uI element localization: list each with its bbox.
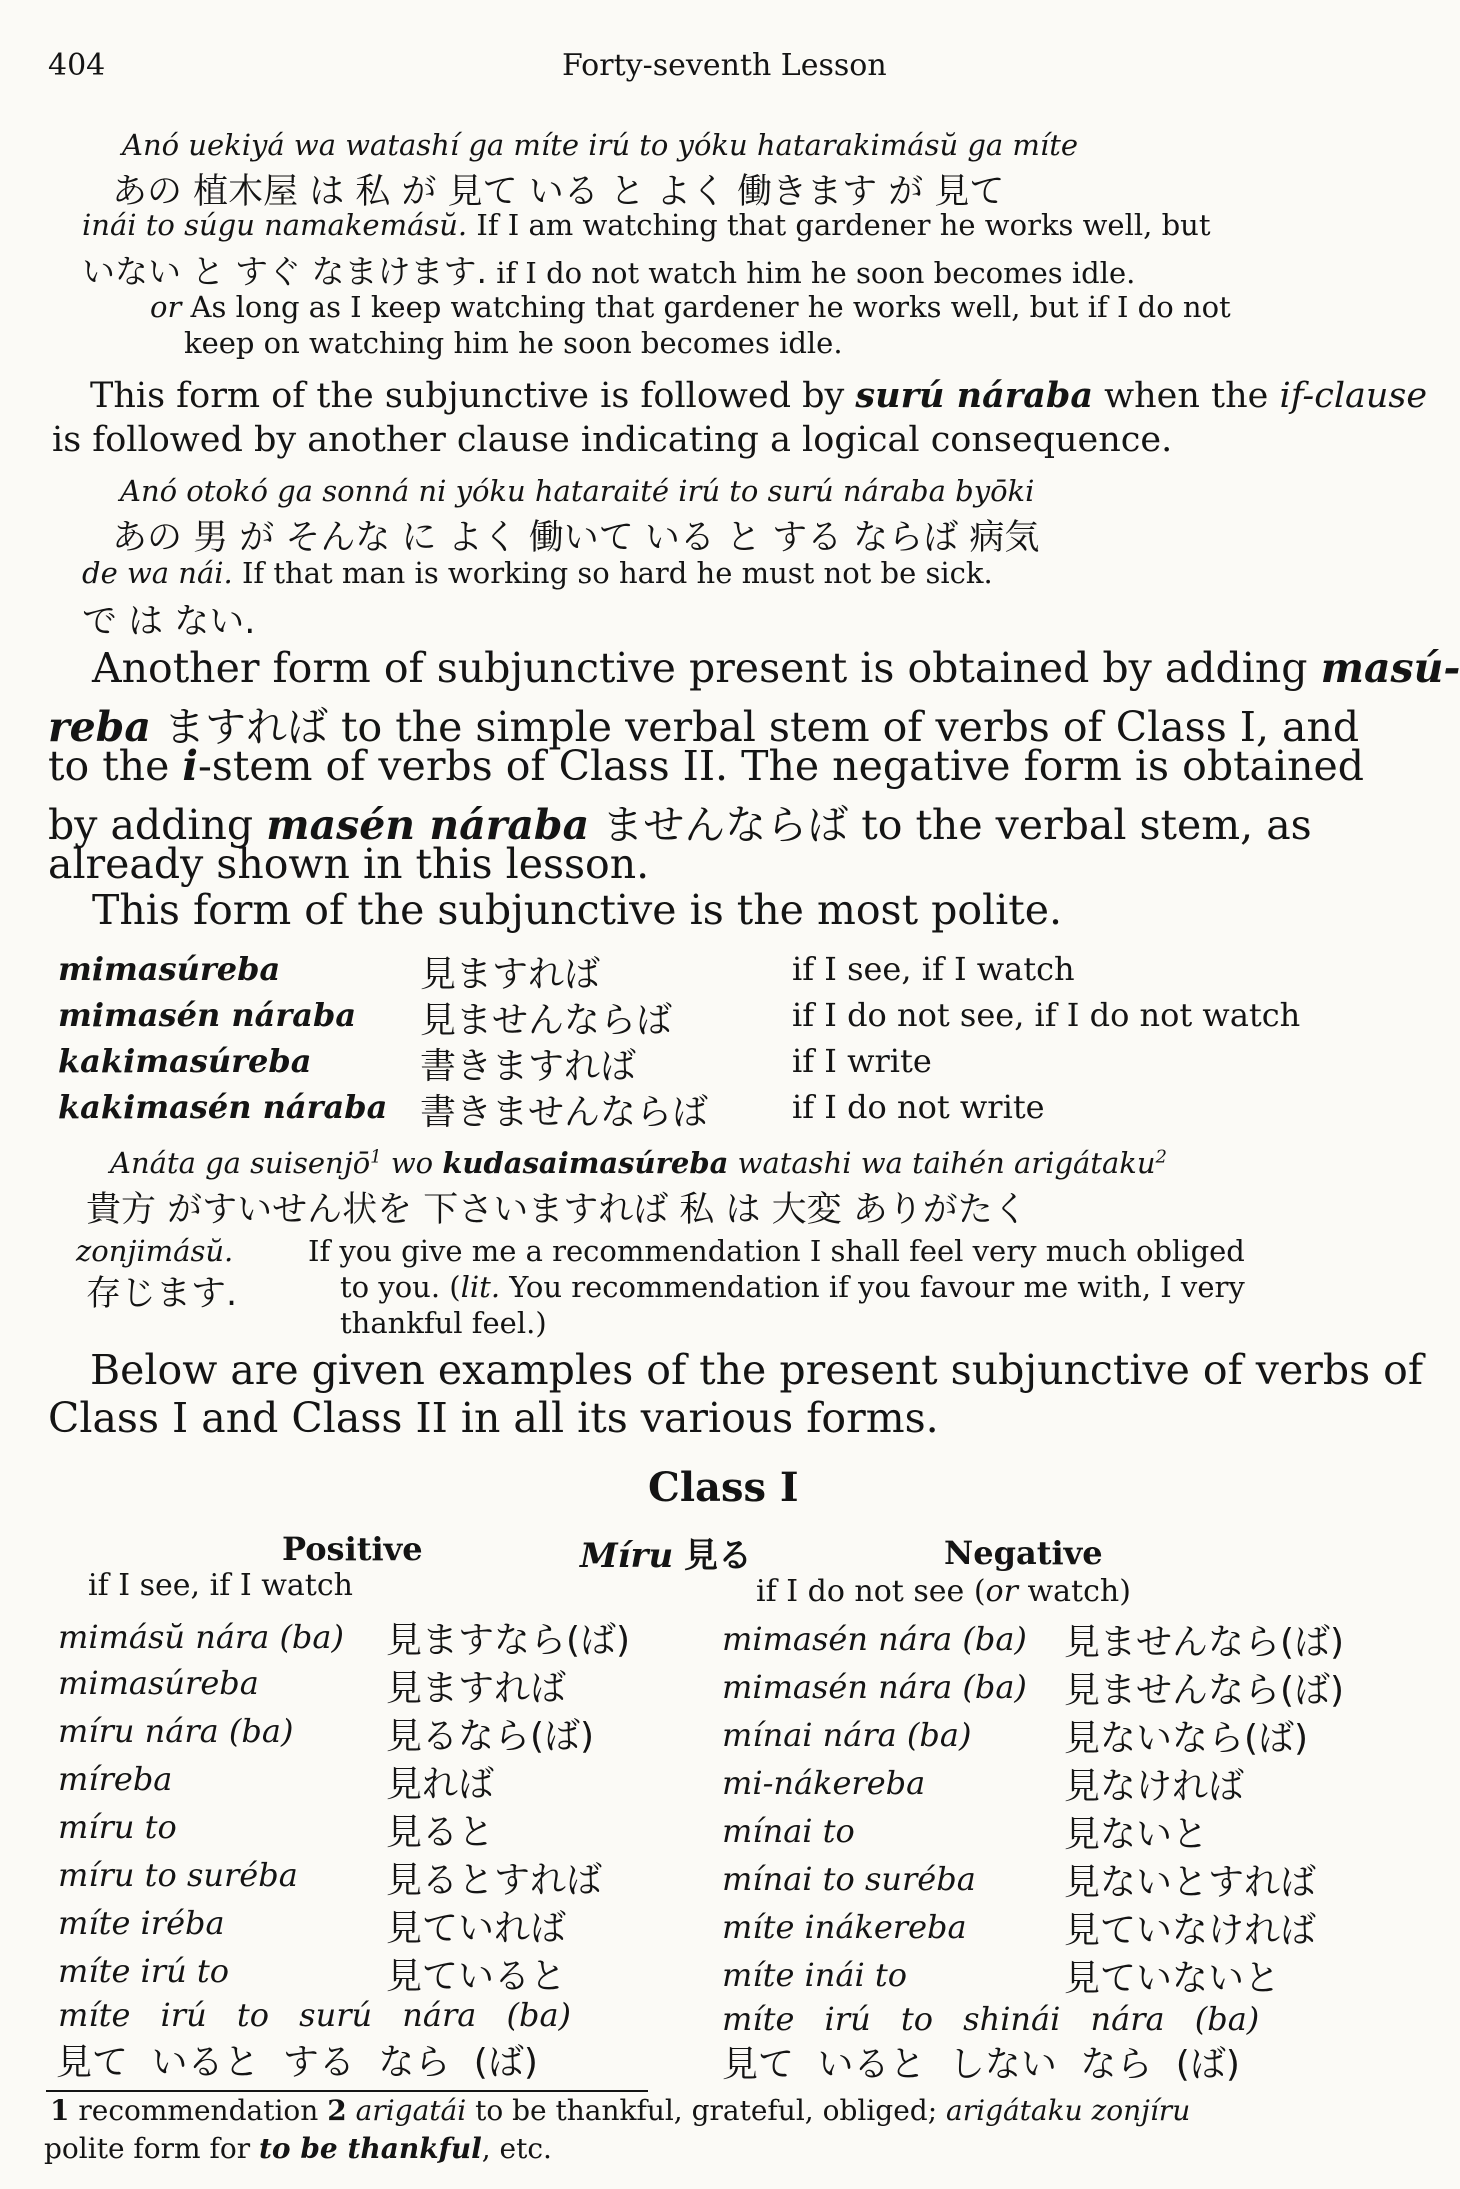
paragraph-line: to the i-stem of verbs of Class II. The negative form is obtained — [48, 742, 1365, 790]
negative-japanese: 見ないと — [1064, 1814, 1209, 1855]
form-romaji: mimasúreba — [58, 950, 281, 988]
positive-romaji: mimasúreba — [58, 1664, 259, 1702]
footnote-line: polite form for to be thankful, etc. — [44, 2132, 552, 2165]
negative-japanese: 見て いると しない なら (ば) — [722, 2044, 1240, 2085]
negative-romaji: mínai to — [722, 1812, 855, 1850]
section-heading: Class I — [648, 1464, 799, 1511]
positive-romaji: míte irú to — [58, 1952, 229, 1990]
form-japanese: 書きますれば — [420, 1046, 637, 1087]
negative-romaji: mínai to suréba — [722, 1860, 976, 1898]
negative-japanese: 見なければ — [1064, 1766, 1245, 1807]
form-japanese: 書きませんならば — [420, 1092, 709, 1133]
negative-japanese: 見ないなら(ば) — [1064, 1718, 1309, 1759]
negative-romaji: mi-nákereba — [722, 1764, 926, 1802]
form-meaning: if I do not write — [792, 1088, 1045, 1126]
example-translation: to you. (lit. You recommendation if you favour me with, I very — [340, 1270, 1245, 1304]
positive-japanese: 見ますれば — [386, 1668, 567, 1709]
form-romaji: mimasén náraba — [58, 996, 357, 1034]
form-japanese: 見ませんならば — [420, 1000, 673, 1041]
example-japanese-line: で は ない. — [82, 602, 256, 642]
positive-romaji: míru to suréba — [58, 1856, 298, 1894]
positive-romaji: míru to — [58, 1808, 177, 1846]
paragraph-line: already shown in this lesson. — [48, 840, 650, 888]
example-translation: If you give me a recommendation I shall feel very much obliged — [308, 1234, 1245, 1268]
positive-romaji: míreba — [58, 1760, 173, 1798]
example-romaji-line: Anó otokó ga sonná ni yóku hataraité irú to surú náraba byōki — [120, 474, 1035, 508]
negative-japanese: 見ていなければ — [1064, 1910, 1317, 1951]
positive-japanese: 見ると — [386, 1812, 495, 1853]
column-heading-positive: Positive — [282, 1530, 423, 1568]
form-romaji: kakimasúreba — [58, 1042, 312, 1080]
form-meaning: if I write — [792, 1042, 932, 1080]
positive-japanese: 見れば — [386, 1764, 495, 1805]
form-meaning: if I do not see, if I do not watch — [792, 996, 1301, 1034]
positive-japanese: 見るとすれば — [386, 1860, 603, 1901]
running-title: Forty-seventh Lesson — [562, 48, 887, 83]
positive-japanese: 見ますなら(ば) — [386, 1620, 631, 1661]
footnote-rule — [46, 2090, 648, 2092]
negative-japanese: 見ないとすれば — [1064, 1862, 1317, 1903]
paragraph-line: This form of the subjunctive is the most polite. — [92, 886, 1063, 934]
form-meaning: if I see, if I watch — [792, 950, 1075, 988]
example-romaji-line: Anó uekiyá wa watashí ga míte irú to yóku hatarakimásŭ ga míte — [122, 128, 1079, 162]
form-japanese: 見ますれば — [420, 954, 601, 995]
example-japanese-line: あの 男 が そんな に よく 働いて いる と する ならば 病気 — [112, 518, 1040, 558]
example-japanese-translation-line: いない と すぐ なまけます. if I do not watch him he soon becomes idle. — [82, 252, 1136, 291]
example-romaji-translation-line: inái to súgu namakemásŭ. If I am watching that gardener he works well, but — [82, 208, 1211, 242]
positive-romaji: míte irú to surú nára (ba) — [58, 1996, 572, 2034]
column-gloss-negative: if I do not see (or watch) — [756, 1574, 1131, 1609]
negative-japanese: 見ませんなら(ば) — [1064, 1670, 1345, 1711]
negative-romaji: míte inákereba — [722, 1908, 967, 1946]
page-number: 404 — [48, 48, 106, 83]
example-translation: thankful feel.) — [340, 1306, 547, 1340]
negative-romaji: míte irú to shinái nára (ba) — [722, 2000, 1260, 2038]
negative-romaji: mimasén nára (ba) — [722, 1620, 1027, 1658]
paragraph-line: Below are given examples of the present subjunctive of verbs of — [90, 1346, 1424, 1394]
example-romaji-line: Anáta ga suisenjō$^1$ wo kudasaimasúreba watashi wa taihén arigátaku$^2$ — [110, 1146, 1167, 1180]
negative-romaji: mimasén nára (ba) — [722, 1668, 1027, 1706]
example-japanese-line: 存じます. — [86, 1274, 238, 1314]
paragraph-line: Class I and Class II in all its various forms. — [48, 1394, 939, 1442]
example-japanese-line: あの 植木屋 は 私 が 見て いる と よく 働きます が 見て — [112, 172, 1005, 212]
paragraph-line: Another form of subjunctive present is obtained by adding masú- — [92, 644, 1460, 692]
positive-romaji: míte iréba — [58, 1904, 225, 1942]
example-romaji-translation-line: de wa nái. If that man is working so hard he must not be sick. — [82, 556, 993, 590]
example-romaji-line: zonjimásŭ. — [76, 1234, 234, 1268]
negative-romaji: mínai nára (ba) — [722, 1716, 972, 1754]
negative-japanese: 見ていないと — [1064, 1958, 1281, 1999]
form-romaji: kakimasén náraba — [58, 1088, 388, 1126]
column-gloss-positive: if I see, if I watch — [88, 1568, 353, 1603]
verb-heading: Míru 見る — [580, 1536, 752, 1576]
negative-japanese: 見ませんなら(ば) — [1064, 1622, 1345, 1663]
footnote-line: 1 recommendation 2 arigatái to be thankful, grateful, obliged; arigátaku zonjíru — [50, 2094, 1191, 2127]
column-heading-negative: Negative — [944, 1534, 1103, 1572]
example-alt-translation-cont: keep on watching him he soon becomes idle. — [184, 326, 843, 360]
example-japanese-line: 貴方 がすいせん状を 下さいますれば 私 は 大変 ありがたく — [86, 1190, 1028, 1230]
positive-japanese: 見て いると する なら (ば) — [56, 2042, 538, 2083]
positive-romaji: míru nára (ba) — [58, 1712, 294, 1750]
paragraph-line: is followed by another clause indicating a logical consequence. — [52, 420, 1173, 460]
negative-romaji: míte inái to — [722, 1956, 907, 1994]
positive-japanese: 見るなら(ば) — [386, 1716, 595, 1757]
positive-romaji: mimásŭ nára (ba) — [58, 1618, 344, 1656]
paragraph-line: reba ますれば to the simple verbal stem of verbs of Class I, and — [48, 703, 1360, 751]
paragraph-line: by adding masén náraba ませんならば to the verbal stem, as — [48, 801, 1312, 849]
example-alt-translation: or As long as I keep watching that gardener he works well, but if I do not — [150, 290, 1231, 324]
paragraph-line: This form of the subjunctive is followed by surú náraba when the if-clause — [90, 375, 1428, 416]
positive-japanese: 見ていると — [386, 1956, 567, 1997]
positive-japanese: 見ていれば — [386, 1908, 567, 1949]
